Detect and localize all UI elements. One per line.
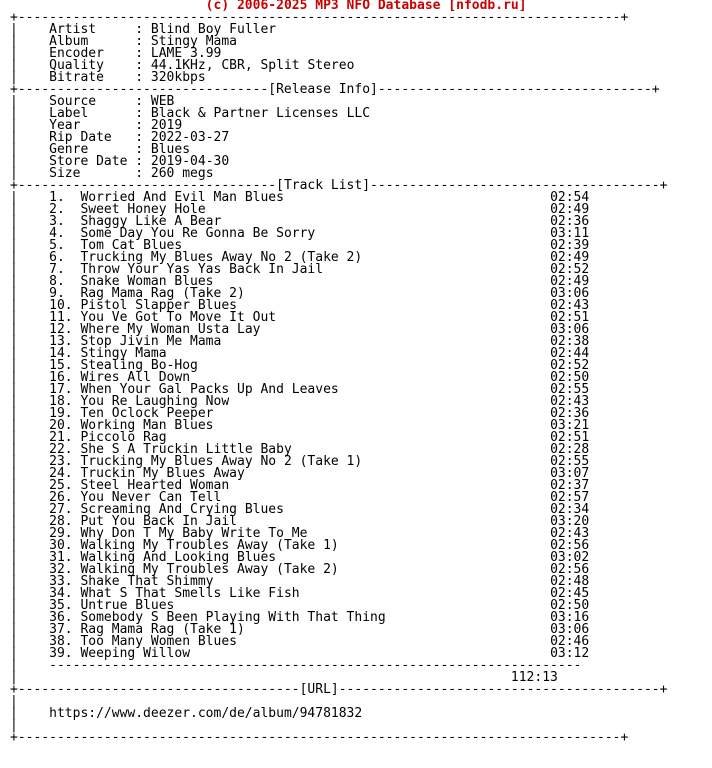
- track-time: 02:43: [550, 298, 590, 313]
- track-title: Working Man Blues: [80, 418, 214, 433]
- track-number: 23.: [49, 454, 73, 469]
- track-time: 03:06: [550, 286, 590, 301]
- info-value: Stingy Mama: [150, 34, 237, 49]
- track-title: Stingy Mama: [80, 346, 167, 361]
- track-number: 26.: [49, 490, 73, 505]
- track-time: 02:43: [550, 394, 590, 409]
- track-number: 6.: [49, 250, 65, 265]
- album-url: https://www.deezer.com/de/album/94781832: [49, 706, 363, 721]
- track-number: 28.: [49, 514, 73, 529]
- info-row: | Album : Stingy Mama: [10, 34, 237, 49]
- track-title: Sweet Honey Hole: [80, 202, 206, 217]
- track-row: | 10. Pistol Slapper Blues 02:43: [10, 298, 590, 313]
- url-spacer: |: [10, 718, 18, 733]
- track-row: | 3. Shaggy Like A Bear 02:36: [10, 214, 590, 229]
- track-title: Stealing Bo-Hog: [80, 358, 198, 373]
- track-title: Untrue Blues: [80, 598, 175, 613]
- track-row: | 32. Walking My Troubles Away (Take 2) 02:56: [10, 562, 590, 577]
- url-spacer: |: [10, 694, 18, 709]
- track-row: | 39. Weeping Willow 03:12: [10, 646, 590, 661]
- info-row: | Artist : Blind Boy Fuller: [10, 22, 277, 37]
- track-number: 32.: [49, 562, 73, 577]
- track-number: 13.: [49, 334, 73, 349]
- info-label: Artist: [49, 22, 97, 37]
- track-row: | 27. Screaming And Crying Blues 02:34: [10, 502, 590, 517]
- track-title: Rag Mama Rag (Take 1): [80, 622, 245, 637]
- track-time: 03:20: [550, 514, 590, 529]
- release-value: Blues: [150, 142, 191, 157]
- track-title: Some Day You Re Gonna Be Sorry: [80, 226, 316, 241]
- track-title: You Re Laughing Now: [80, 394, 230, 409]
- release-value: WEB: [150, 94, 175, 109]
- track-number: 31.: [49, 550, 73, 565]
- track-number: 10.: [49, 298, 73, 313]
- release-divider: +--------------------------------[Release Info]-----------------------------------+: [10, 82, 660, 97]
- info-value: LAME 3.99: [150, 46, 222, 61]
- track-title: Shake That Shimmy: [80, 574, 214, 589]
- track-number: 38.: [49, 634, 73, 649]
- release-label: Rip Date: [49, 130, 112, 145]
- track-title: Screaming And Crying Blues: [80, 502, 284, 517]
- track-time: 02:38: [550, 334, 590, 349]
- track-title: You Never Can Tell: [80, 490, 222, 505]
- track-title: Ten Oclock Peeper: [80, 406, 214, 421]
- track-row: | 36. Somebody S Been Playing With That Thing 03:16: [10, 610, 590, 625]
- release-label: Store Date: [49, 154, 128, 169]
- track-row: | 35. Untrue Blues 02:50: [10, 598, 590, 613]
- track-number: 19.: [49, 406, 73, 421]
- track-time: 02:49: [550, 274, 590, 289]
- info-row: | Encoder : LAME 3.99: [10, 46, 222, 61]
- track-row: | 31. Walking And Looking Blues 03:02: [10, 550, 590, 565]
- track-time: 03:06: [550, 322, 590, 337]
- release-value: Black & Partner Licenses LLC: [150, 106, 371, 121]
- track-title: Somebody S Been Playing With That Thing: [80, 610, 386, 625]
- track-row: | 9. Rag Mama Rag (Take 2) 03:06: [10, 286, 590, 301]
- release-value: 2019: [150, 118, 183, 133]
- track-title: Tom Cat Blues: [80, 238, 183, 253]
- track-number: 7.: [49, 262, 65, 277]
- track-time: 02:43: [550, 526, 590, 541]
- track-title: Truckin My Blues Away: [80, 466, 245, 481]
- track-title: She S A Truckin Little Baby: [80, 442, 292, 457]
- track-number: 11.: [49, 310, 73, 325]
- track-row: | 17. When Your Gal Packs Up And Leaves 02:55: [10, 382, 590, 397]
- track-time: 02:54: [550, 190, 590, 205]
- track-number: 9.: [49, 286, 65, 301]
- track-row: | 6. Trucking My Blues Away No 2 (Take 2) 02:49: [10, 250, 590, 265]
- track-title: Worried And Evil Man Blues: [80, 190, 284, 205]
- track-row: | 24. Truckin My Blues Away 03:07: [10, 466, 590, 481]
- track-title: Where My Woman Usta Lay: [80, 322, 261, 337]
- track-number: 4.: [49, 226, 65, 241]
- track-row: | 37. Rag Mama Rag (Take 1) 03:06: [10, 622, 590, 637]
- info-row: | Quality : 44.1KHz, CBR, Split Stereo: [10, 58, 355, 73]
- track-time: 02:52: [550, 358, 590, 373]
- release-label: Genre: [49, 142, 89, 157]
- track-time: 02:44: [550, 346, 590, 361]
- track-title: Wires All Down: [80, 370, 191, 385]
- total-time: 112:13: [510, 670, 558, 685]
- track-title: Weeping Willow: [80, 646, 191, 661]
- track-time: 02:51: [550, 310, 590, 325]
- track-row: | 15. Stealing Bo-Hog 02:52: [10, 358, 590, 373]
- track-row: | 11. You Ve Got To Move It Out 02:51: [10, 310, 590, 325]
- track-number: 8.: [49, 274, 65, 289]
- release-row: | Source : WEB: [10, 94, 175, 109]
- track-row: | 18. You Re Laughing Now 02:43: [10, 394, 590, 409]
- release-row: | Size : 260 megs: [10, 166, 214, 181]
- track-number: 3.: [49, 214, 65, 229]
- release-value: 260 megs: [150, 166, 214, 181]
- track-row: | 22. She S A Truckin Little Baby 02:28: [10, 442, 590, 457]
- track-number: 14.: [49, 346, 73, 361]
- track-title: Too Many Women Blues: [80, 634, 237, 649]
- track-row: | 16. Wires All Down 02:50: [10, 370, 590, 385]
- track-row: | 14. Stingy Mama 02:44: [10, 346, 590, 361]
- track-row: | 13. Stop Jivin Me Mama 02:38: [10, 334, 590, 349]
- track-title: Walking My Troubles Away (Take 2): [80, 562, 339, 577]
- track-title: Stop Jivin Me Mama: [80, 334, 222, 349]
- url-divider: +------------------------------------[URL]-----------------------------------------+: [10, 682, 668, 697]
- release-row: | Label : Black & Partner Licenses LLC: [10, 106, 371, 121]
- release-row: | Rip Date : 2022-03-27: [10, 130, 230, 145]
- track-time: 02:36: [550, 214, 590, 229]
- track-number: 33.: [49, 574, 73, 589]
- track-list: [10, 190, 589, 661]
- track-time: 02:56: [550, 562, 590, 577]
- track-row: | 12. Where My Woman Usta Lay 03:06: [10, 322, 590, 337]
- track-time: 02:55: [550, 454, 590, 469]
- track-row: | 34. What S That Smells Like Fish 02:45: [10, 586, 590, 601]
- track-number: 21.: [49, 430, 73, 445]
- track-time: 02:37: [550, 478, 590, 493]
- info-label: Encoder: [49, 46, 104, 61]
- release-row: | Genre : Blues: [10, 142, 191, 157]
- track-title: When Your Gal Packs Up And Leaves: [80, 382, 339, 397]
- track-time: 02:49: [550, 202, 590, 217]
- track-time: 02:52: [550, 262, 590, 277]
- track-number: 30.: [49, 538, 73, 553]
- release-value: 2019-04-30: [150, 154, 230, 169]
- track-number: 12.: [49, 322, 73, 337]
- track-number: 22.: [49, 442, 73, 457]
- track-row: | 5. Tom Cat Blues 02:39: [10, 238, 590, 253]
- track-row: | 4. Some Day You Re Gonna Be Sorry 03:11: [10, 226, 590, 241]
- track-number: 27.: [49, 502, 73, 517]
- track-row: | 33. Shake That Shimmy 02:48: [10, 574, 590, 589]
- track-time: 02:57: [550, 490, 590, 505]
- track-number: 1.: [49, 190, 65, 205]
- track-time: 02:48: [550, 574, 590, 589]
- tracklist-divider: +---------------------------------[Track List]-------------------------------------+: [10, 178, 668, 193]
- info-value: 44.1KHz, CBR, Split Stereo: [150, 58, 355, 73]
- info-value: Blind Boy Fuller: [150, 22, 277, 37]
- track-time: 02:49: [550, 250, 590, 265]
- track-title: Shaggy Like A Bear: [80, 214, 222, 229]
- track-row: | 23. Trucking My Blues Away No 2 (Take 1) 02:55: [10, 454, 590, 469]
- release-row: | Year : 2019: [10, 118, 183, 133]
- track-time: 02:46: [550, 634, 590, 649]
- track-number: 18.: [49, 394, 73, 409]
- track-title: Trucking My Blues Away No 2 (Take 2): [80, 250, 363, 265]
- track-time: 02:56: [550, 538, 590, 553]
- track-number: 37.: [49, 622, 73, 637]
- track-time: 02:28: [550, 442, 590, 457]
- track-title: Put You Back In Jail: [80, 514, 237, 529]
- url-section-title: URL: [307, 682, 331, 697]
- top-border: +-----------------------------------------------------------------------------+: [10, 10, 629, 25]
- track-number: 15.: [49, 358, 73, 373]
- info-label: Album: [49, 34, 89, 49]
- track-time: 03:02: [550, 550, 590, 565]
- track-row: | 38. Too Many Women Blues 02:46: [10, 634, 590, 649]
- track-number: 39.: [49, 646, 73, 661]
- track-number: 29.: [49, 526, 73, 541]
- track-row: | 21. Piccolo Rag 02:51: [10, 430, 590, 445]
- track-title: Throw Your Yas Yas Back In Jail: [80, 262, 324, 277]
- track-number: 34.: [49, 586, 73, 601]
- bottom-border: +-----------------------------------------------------------------------------+: [10, 730, 629, 745]
- track-title: You Ve Got To Move It Out: [80, 310, 277, 325]
- track-number: 35.: [49, 598, 73, 613]
- site-header-text: (c) 2006-2025 MP3 NFO Database [nfodb.ru]: [205, 0, 527, 13]
- release-label: Label: [49, 106, 89, 121]
- track-number: 16.: [49, 370, 73, 385]
- track-time: 02:34: [550, 502, 590, 517]
- tracklist-section-title: Track List: [283, 178, 363, 193]
- track-number: 5.: [49, 238, 65, 253]
- track-number: 36.: [49, 610, 73, 625]
- track-title: Steel Hearted Woman: [80, 478, 230, 493]
- track-title: Why Don T My Baby Write To Me: [80, 526, 308, 541]
- track-title: Trucking My Blues Away No 2 (Take 1): [80, 454, 363, 469]
- track-row: | 8. Snake Woman Blues 02:49: [10, 274, 590, 289]
- track-row: | 20. Working Man Blues 03:21: [10, 418, 590, 433]
- track-number: 17.: [49, 382, 73, 397]
- track-title: What S That Smells Like Fish: [80, 586, 300, 601]
- tracks-rule: | --------------------------------------------------------------------: [10, 658, 582, 673]
- track-time: 03:21: [550, 418, 590, 433]
- track-time: 02:55: [550, 382, 590, 397]
- release-label: Source: [49, 94, 97, 109]
- track-time: 02:50: [550, 598, 590, 613]
- track-title: Pistol Slapper Blues: [80, 298, 237, 313]
- track-number: 2.: [49, 202, 65, 217]
- track-row: | 1. Worried And Evil Man Blues 02:54: [10, 190, 590, 205]
- track-time: 02:51: [550, 430, 590, 445]
- track-number: 24.: [49, 466, 73, 481]
- track-title: Piccolo Rag: [80, 430, 167, 445]
- track-number: 25.: [49, 478, 73, 493]
- track-row: | 2. Sweet Honey Hole 02:49: [10, 202, 590, 217]
- track-time: 03:07: [550, 466, 590, 481]
- track-title: Rag Mama Rag (Take 2): [80, 286, 245, 301]
- track-row: | 26. You Never Can Tell 02:57: [10, 490, 590, 505]
- release-value: 2022-03-27: [150, 130, 230, 145]
- release-label: Size: [49, 166, 81, 181]
- track-row: | 30. Walking My Troubles Away (Take 1) 02:56: [10, 538, 590, 553]
- track-time: 03:12: [550, 646, 590, 661]
- track-time: 02:50: [550, 370, 590, 385]
- total-row: | 112:13: [10, 670, 558, 685]
- info-label: Bitrate: [49, 70, 104, 85]
- track-title: Walking My Troubles Away (Take 1): [80, 538, 339, 553]
- track-row: | 29. Why Don T My Baby Write To Me 02:43: [10, 526, 590, 541]
- track-row: | 28. Put You Back In Jail 03:20: [10, 514, 590, 529]
- url-row: | https://www.deezer.com/de/album/94781832: [10, 706, 363, 721]
- track-time: 02:45: [550, 586, 590, 601]
- track-title: Walking And Looking Blues: [80, 550, 277, 565]
- release-row: | Store Date : 2019-04-30: [10, 154, 230, 169]
- track-row: | 7. Throw Your Yas Yas Back In Jail 02:52: [10, 262, 590, 277]
- track-number: 20.: [49, 418, 73, 433]
- release-label: Year: [49, 118, 81, 133]
- track-time: 02:39: [550, 238, 590, 253]
- track-time: 03:16: [550, 610, 590, 625]
- info-label: Quality: [49, 58, 104, 73]
- track-time: 03:11: [550, 226, 590, 241]
- track-row: | 19. Ten Oclock Peeper 02:36: [10, 406, 590, 421]
- track-time: 02:36: [550, 406, 590, 421]
- release-section-title: Release Info: [276, 82, 371, 97]
- info-value: 320kbps: [150, 70, 206, 85]
- track-title: Snake Woman Blues: [80, 274, 214, 289]
- track-row: | 25. Steel Hearted Woman 02:37: [10, 478, 590, 493]
- info-row: | Bitrate : 320kbps: [10, 70, 206, 85]
- track-time: 03:06: [550, 622, 590, 637]
